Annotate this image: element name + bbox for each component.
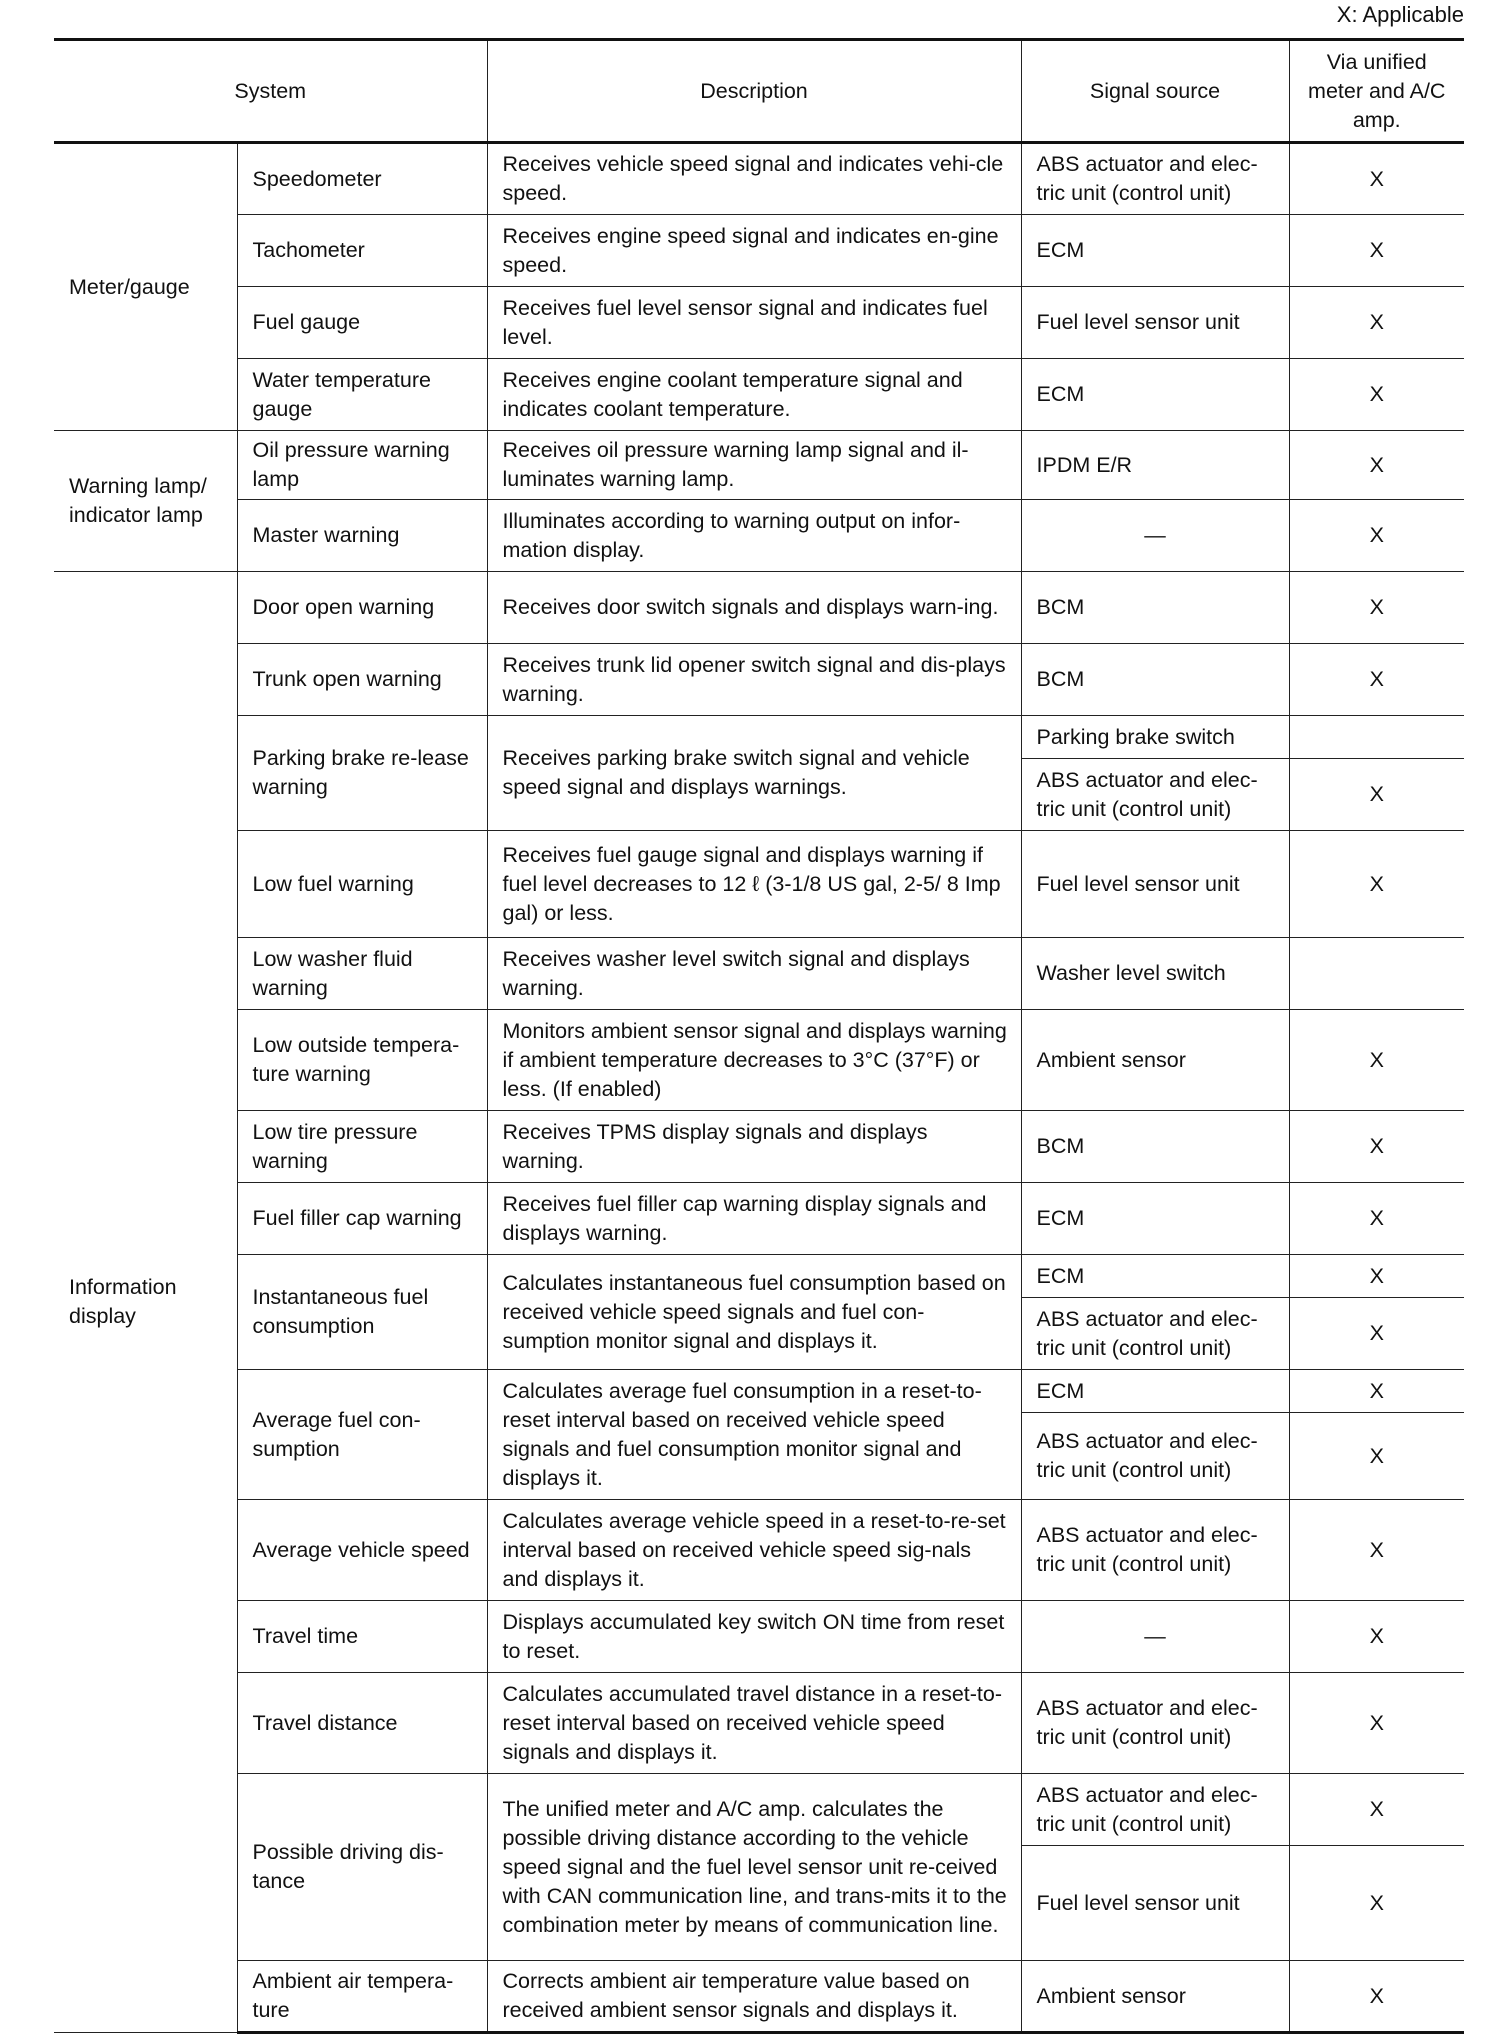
signal-source-cell: BCM (1021, 1111, 1289, 1183)
system-cell: Master warning (237, 500, 487, 572)
description-cell: The unified meter and A/C amp. calculates the possible driving distance according to the vehicle speed signal and the fuel level sensor unit re-ceived with CAN communication line, and trans-mits it to the combination meter by means of communication line. (487, 1774, 1021, 1961)
system-cell: Low tire pressure warning (237, 1111, 487, 1183)
signal-source-cell: Fuel level sensor unit (1021, 1846, 1289, 1961)
description-cell: Receives parking brake switch signal and vehicle speed signal and displays warnings. (487, 716, 1021, 831)
table-row (54, 938, 1464, 1010)
header-via-unified-meter: Via unified meter and A/C amp. (1289, 40, 1464, 143)
signal-source-cell: Fuel level sensor unit (1021, 831, 1289, 938)
signal-source-cell: Fuel level sensor unit (1021, 287, 1289, 359)
description-cell: Receives fuel filler cap warning display signals and displays warning. (487, 1183, 1021, 1255)
table-row (54, 359, 1464, 431)
signal-source-cell: Ambient sensor (1021, 1961, 1289, 2033)
applicable-mark: X (1289, 431, 1464, 500)
signal-source-cell: ABS actuator and elec-tric unit (control unit) (1021, 1673, 1289, 1774)
table-row (54, 1673, 1464, 1774)
header-row (54, 40, 1464, 143)
applicable-mark (1289, 938, 1464, 1010)
signal-source-cell: ECM (1021, 359, 1289, 431)
system-cell: Fuel gauge (237, 287, 487, 359)
table-row (54, 1961, 1464, 2033)
applicable-mark: X (1289, 215, 1464, 287)
description-cell: Receives washer level switch signal and displays warning. (487, 938, 1021, 1010)
system-cell: Low fuel warning (237, 831, 487, 938)
system-cell: Possible driving dis-tance (237, 1774, 487, 1961)
description-cell: Displays accumulated key switch ON time from reset to reset. (487, 1601, 1021, 1673)
system-cell: Low washer fluid warning (237, 938, 487, 1010)
signal-source-cell: IPDM E/R (1021, 431, 1289, 500)
applicable-mark: X (1289, 1500, 1464, 1601)
legend-applicable: X: Applicable (1336, 2, 1464, 27)
table-row (54, 831, 1464, 938)
table-row (54, 287, 1464, 359)
table-row (54, 1255, 1464, 1298)
applicable-mark: X (1289, 1961, 1464, 2033)
system-cell: Oil pressure warning lamp (237, 431, 487, 500)
applicable-mark: X (1289, 500, 1464, 572)
signal-source-cell: ABS actuator and elec-tric unit (control unit) (1021, 1774, 1289, 1846)
table-row (54, 143, 1464, 215)
group-meter-gauge: Meter/gauge (54, 143, 237, 431)
applicable-mark: X (1289, 143, 1464, 215)
applicable-mark: X (1289, 1413, 1464, 1500)
table-row (54, 1500, 1464, 1601)
table-row (54, 431, 1464, 500)
system-cell: Low outside tempera-ture warning (237, 1010, 487, 1111)
applicable-mark: X (1289, 1183, 1464, 1255)
description-cell: Calculates average vehicle speed in a reset-to-re-set interval based on received vehicle speed sig-nals and displays it. (487, 1500, 1021, 1601)
system-cell: Tachometer (237, 215, 487, 287)
applicable-mark: X (1289, 1601, 1464, 1673)
applicable-mark: X (1289, 1673, 1464, 1774)
applicable-mark: X (1289, 572, 1464, 644)
applicable-mark: X (1289, 1774, 1464, 1846)
applicable-mark: X (1289, 1846, 1464, 1961)
table-row (54, 1370, 1464, 1413)
signal-source-cell: ABS actuator and elec-tric unit (control unit) (1021, 1500, 1289, 1601)
table-row (54, 644, 1464, 716)
description-cell: Monitors ambient sensor signal and displays warning if ambient temperature decreases to 3°C (37°F) or less. (If enabled) (487, 1010, 1021, 1111)
signal-source-cell: ABS actuator and elec-tric unit (control unit) (1021, 1413, 1289, 1500)
description-cell: Corrects ambient air temperature value based on received ambient sensor signals and displays it. (487, 1961, 1021, 2033)
group-information-display: Information display (54, 572, 237, 2033)
description-cell: Receives oil pressure warning lamp signal and il-luminates warning lamp. (487, 431, 1021, 500)
group-warning-lamp: Warning lamp/ indicator lamp (54, 431, 237, 572)
table-row (54, 1774, 1464, 1846)
system-cell: Average vehicle speed (237, 1500, 487, 1601)
signal-source-cell: ECM (1021, 1183, 1289, 1255)
header-system: System (54, 40, 487, 143)
signal-source-cell: ECM (1021, 1255, 1289, 1298)
description-cell: Receives fuel level sensor signal and indicates fuel level. (487, 287, 1021, 359)
header-signal-source: Signal source (1021, 40, 1289, 143)
description-cell: Receives fuel gauge signal and displays warning if fuel level decreases to 12 ℓ (3-1/8 US gal, 2-5/ 8 Imp gal) or less. (487, 831, 1021, 938)
applicable-mark: X (1289, 644, 1464, 716)
system-cell: Instantaneous fuel consumption (237, 1255, 487, 1370)
table-row (54, 500, 1464, 572)
applicable-mark: X (1289, 1298, 1464, 1370)
table-row (54, 1111, 1464, 1183)
signal-source-cell: Washer level switch (1021, 938, 1289, 1010)
applicable-mark: X (1289, 287, 1464, 359)
table-row (54, 1601, 1464, 1673)
table-row (54, 1183, 1464, 1255)
signal-source-cell: ABS actuator and elec-tric unit (control unit) (1021, 759, 1289, 831)
system-cell: Fuel filler cap warning (237, 1183, 487, 1255)
signal-source-cell: Ambient sensor (1021, 1010, 1289, 1111)
system-cell: Speedometer (237, 143, 487, 215)
applicable-mark: X (1289, 1010, 1464, 1111)
system-cell: Ambient air tempera-ture (237, 1961, 487, 2033)
table-row (54, 572, 1464, 644)
description-cell: Receives door switch signals and displays warn-ing. (487, 572, 1021, 644)
system-cell: Travel distance (237, 1673, 487, 1774)
signal-source-cell: — (1021, 500, 1289, 572)
signal-source-cell: BCM (1021, 572, 1289, 644)
description-cell: Calculates accumulated travel distance in a reset-to-reset interval based on received vehicle speed signals and displays it. (487, 1673, 1021, 1774)
signal-source-cell: ABS actuator and elec-tric unit (control unit) (1021, 143, 1289, 215)
description-cell: Receives vehicle speed signal and indicates vehi-cle speed. (487, 143, 1021, 215)
system-cell: Travel time (237, 1601, 487, 1673)
description-cell: Receives engine coolant temperature signal and indicates coolant temperature. (487, 359, 1021, 431)
system-signal-table (54, 38, 1464, 2034)
system-cell: Parking brake re-lease warning (237, 716, 487, 831)
applicable-mark: X (1289, 759, 1464, 831)
system-cell: Average fuel con-sumption (237, 1370, 487, 1500)
description-cell: Receives trunk lid opener switch signal and dis-plays warning. (487, 644, 1021, 716)
applicable-mark: X (1289, 1111, 1464, 1183)
signal-source-cell: ECM (1021, 1370, 1289, 1413)
applicable-mark: X (1289, 359, 1464, 431)
description-cell: Receives engine speed signal and indicates en-gine speed. (487, 215, 1021, 287)
description-cell: Receives TPMS display signals and displays warning. (487, 1111, 1021, 1183)
system-cell: Door open warning (237, 572, 487, 644)
description-cell: Illuminates according to warning output on infor-mation display. (487, 500, 1021, 572)
description-cell: Calculates average fuel consumption in a reset-to-reset interval based on received vehicle speed signals and fuel consumption monitor signal and displays it. (487, 1370, 1021, 1500)
applicable-mark: X (1289, 1255, 1464, 1298)
signal-source-cell: Parking brake switch (1021, 716, 1289, 759)
system-cell: Trunk open warning (237, 644, 487, 716)
table-row (54, 716, 1464, 759)
system-cell: Water temperature gauge (237, 359, 487, 431)
applicable-mark (1289, 716, 1464, 759)
applicable-mark: X (1289, 1370, 1464, 1413)
description-cell: Calculates instantaneous fuel consumption based on received vehicle speed signals and fuel con-sumption monitor signal and displays it. (487, 1255, 1021, 1370)
table-row (54, 215, 1464, 287)
table-row (54, 1010, 1464, 1111)
signal-source-cell: — (1021, 1601, 1289, 1673)
signal-source-cell: ABS actuator and elec-tric unit (control unit) (1021, 1298, 1289, 1370)
header-description: Description (487, 40, 1021, 143)
signal-source-cell: ECM (1021, 215, 1289, 287)
signal-source-cell: BCM (1021, 644, 1289, 716)
applicable-mark: X (1289, 831, 1464, 938)
